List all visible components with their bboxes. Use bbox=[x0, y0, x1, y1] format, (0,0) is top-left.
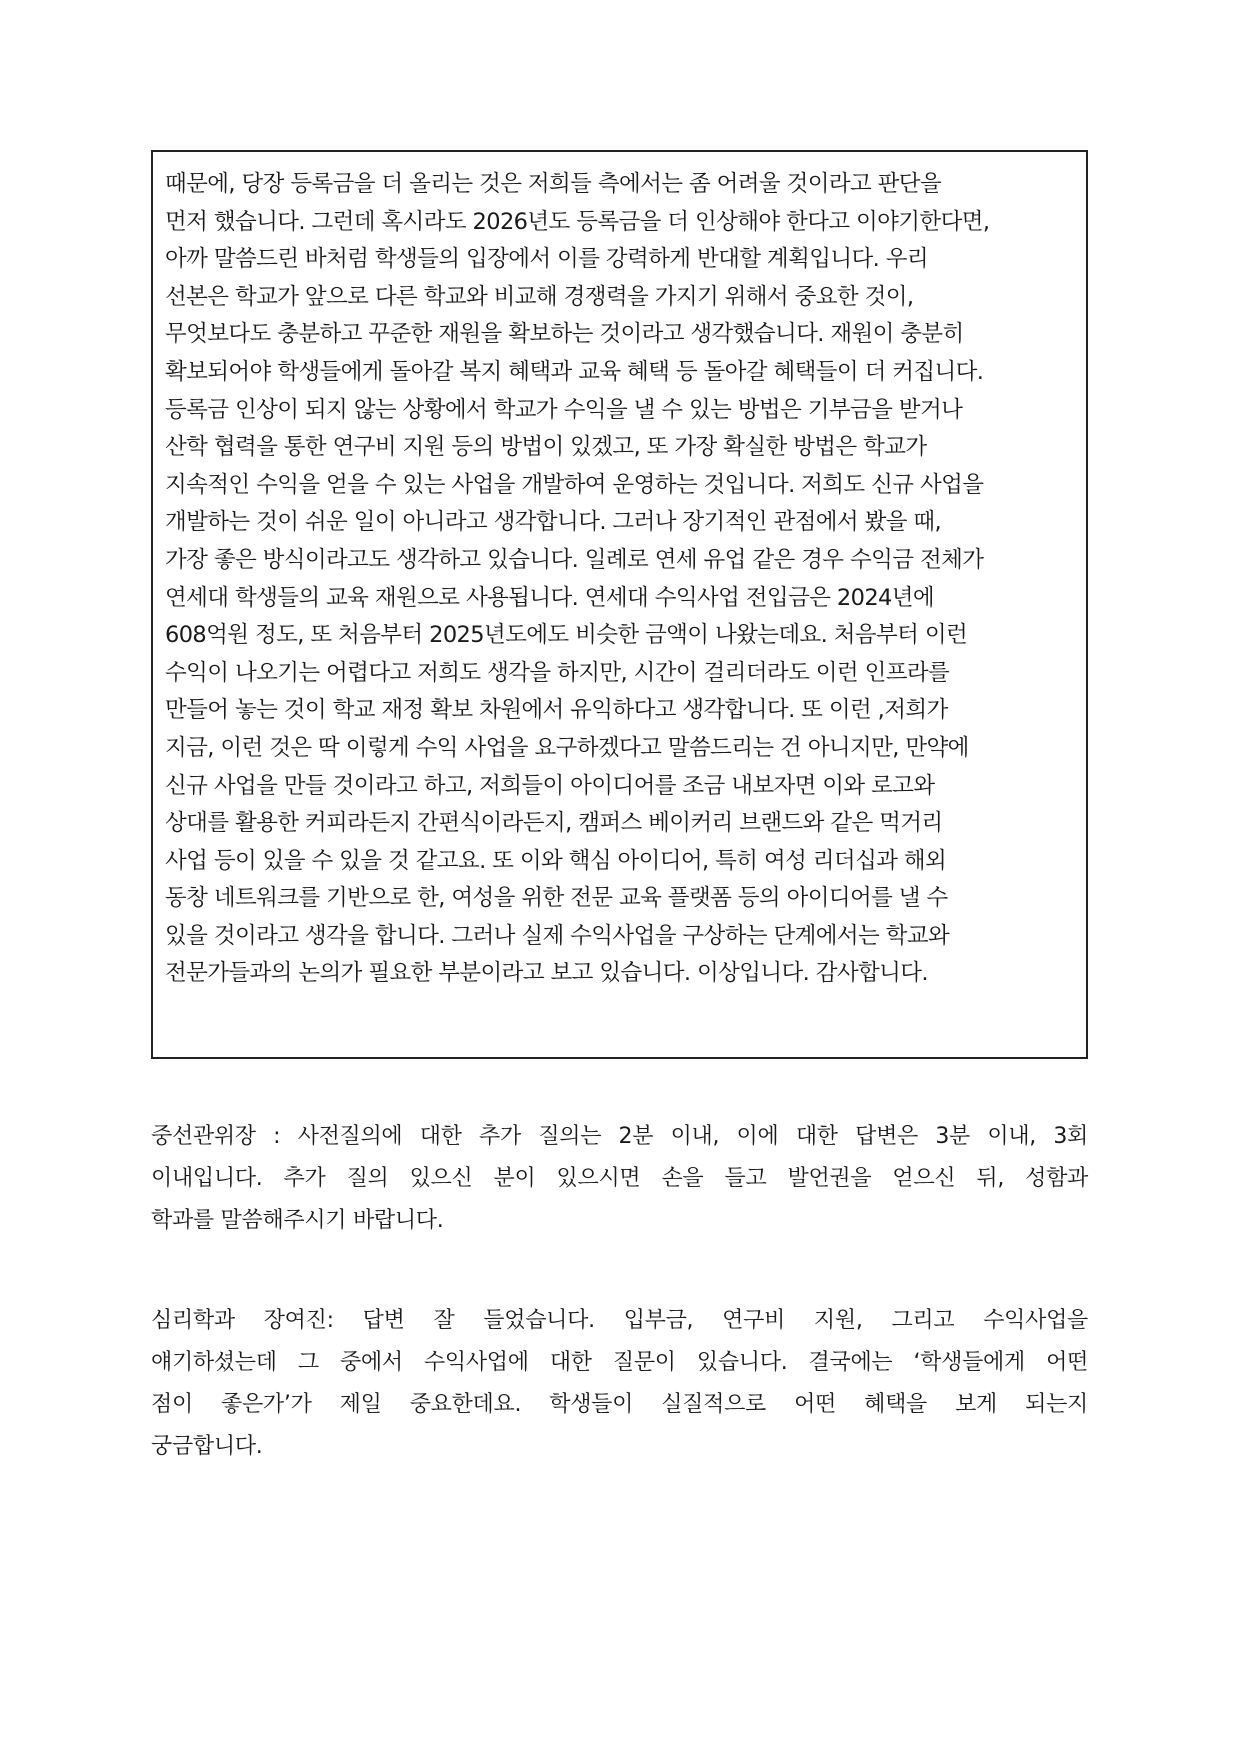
answer-line: 때문에, 당장 등록금을 더 올리는 것은 저희들 측에서는 좀 어려울 것이라고 판단을 bbox=[165, 171, 942, 197]
answer-line: 등록금 인상이 되지 않는 상황에서 학교가 수익을 낼 수 있는 방법은 기부금을 받거나 bbox=[165, 396, 963, 423]
answer-line: 사업 등이 있을 수 있을 것 같고요. 또 이와 핵심 아이디어, 특히 여성 리더십과 해외 bbox=[165, 847, 947, 874]
answer-line: 지금, 이런 것은 딱 이렇게 수익 사업을 요구하겠다고 말씀드리는 건 아니지만, 만약에 bbox=[165, 734, 969, 761]
answer-line: 전문가들과의 논의가 필요한 부분이라고 보고 있습니다. 이상입니다. 감사합니다. bbox=[165, 960, 928, 987]
answer-line: 동창 네트워크를 기반으로 한, 여성을 위한 전문 교육 플랫폼 등의 아이디어를 낼 수 bbox=[165, 885, 948, 912]
answer-line: 산학 협력을 통한 연구비 지원 등의 방법이 있겠고, 또 가장 확실한 방법은 학교가 bbox=[165, 434, 927, 461]
answer-line: 만들어 놓는 것이 학교 재정 확보 차원에서 유익하다고 생각합니다. 또 이런 ,저희가 bbox=[165, 697, 948, 724]
answer-line: 지속적인 수익을 얻을 수 있는 사업을 개발하여 운영하는 것입니다. 저희도 신규 사업을 bbox=[165, 471, 984, 498]
answer-line: 아까 말씀드린 바처럼 학생들의 입장에서 이를 강력하게 반대할 계획입니다. 우리 bbox=[165, 246, 928, 273]
chair-line: 이내입니다. 추가 질의 있으신 분이 있으시면 손을 들고 발언권을 얻으신 뒤, 성함과 bbox=[151, 1166, 1088, 1191]
answer-line: 무엇보다도 충분하고 꾸준한 재원을 확보하는 것이라고 생각했습니다. 재원이 충분히 bbox=[165, 321, 964, 348]
answer-line: 수익이 나오기는 어렵다고 저희도 생각을 하지만, 시간이 걸리더라도 이런 인프라를 bbox=[165, 659, 950, 686]
question-line: 심리학과 장여진: 답변 잘 들었습니다. 입부금, 연구비 지원, 그리고 수익사업을 bbox=[151, 1308, 1088, 1333]
question-line: 얘기하셨는데 그 중에서 수익사업에 대한 질문이 있습니다. 결국에는 ‘학생들에게 어떤 bbox=[151, 1350, 1088, 1375]
answer-line: 가장 좋은 방식이라고도 생각하고 있습니다. 일례로 연세 유업 같은 경우 수익금 전체가 bbox=[165, 546, 984, 573]
chair-line: 학과를 말씀해주시기 바랍니다. bbox=[151, 1208, 444, 1233]
question-line: 점이 좋은가’가 제일 중요한데요. 학생들이 실질적으로 어떤 혜택을 보게 되는지 bbox=[151, 1392, 1088, 1417]
boxed-answer bbox=[151, 150, 1088, 1059]
question-line: 궁금합니다. bbox=[151, 1434, 263, 1459]
answer-line: 먼저 했습니다. 그런데 혹시라도 2026년도 등록금을 더 인상해야 한다고 이야기한다면, bbox=[165, 208, 990, 235]
student-question bbox=[151, 1300, 1088, 1468]
answer-line: 연세대 학생들의 교육 재원으로 사용됩니다. 연세대 수익사업 전입금은 2024년에 bbox=[165, 584, 935, 611]
answer-line: 상대를 활용한 커피라든지 간편식이라든지, 캠퍼스 베이커리 브랜드와 같은 먹거리 bbox=[165, 810, 943, 837]
answer-line: 확보되어야 학생들에게 돌아갈 복지 혜택과 교육 혜택 등 돌아갈 혜택들이 더 커집니다. bbox=[165, 358, 984, 385]
answer-line: 있을 것이라고 생각을 합니다. 그러나 실제 수익사업을 구상하는 단계에서는 학교와 bbox=[165, 922, 950, 949]
answer-line: 선본은 학교가 앞으로 다른 학교와 비교해 경쟁력을 가지기 위해서 중요한 것이, bbox=[165, 283, 914, 310]
answer-line: 신규 사업을 만들 것이라고 하고, 저희들이 아이디어를 조금 내보자면 이와 로고와 bbox=[165, 772, 935, 799]
chair-line: 중선관위장 : 사전질의에 대한 추가 질의는 2분 이내, 이에 대한 답변은 3분 이내, 3회 bbox=[151, 1124, 1088, 1149]
chair-statement bbox=[151, 1116, 1088, 1242]
answer-line: 개발하는 것이 쉬운 일이 아니라고 생각합니다. 그러나 장기적인 관점에서 봤을 때, bbox=[165, 509, 942, 536]
answer-line: 608억원 정도, 또 처음부터 2025년도에도 비슷한 금액이 나왔는데요. 처음부터 이런 bbox=[165, 622, 968, 649]
